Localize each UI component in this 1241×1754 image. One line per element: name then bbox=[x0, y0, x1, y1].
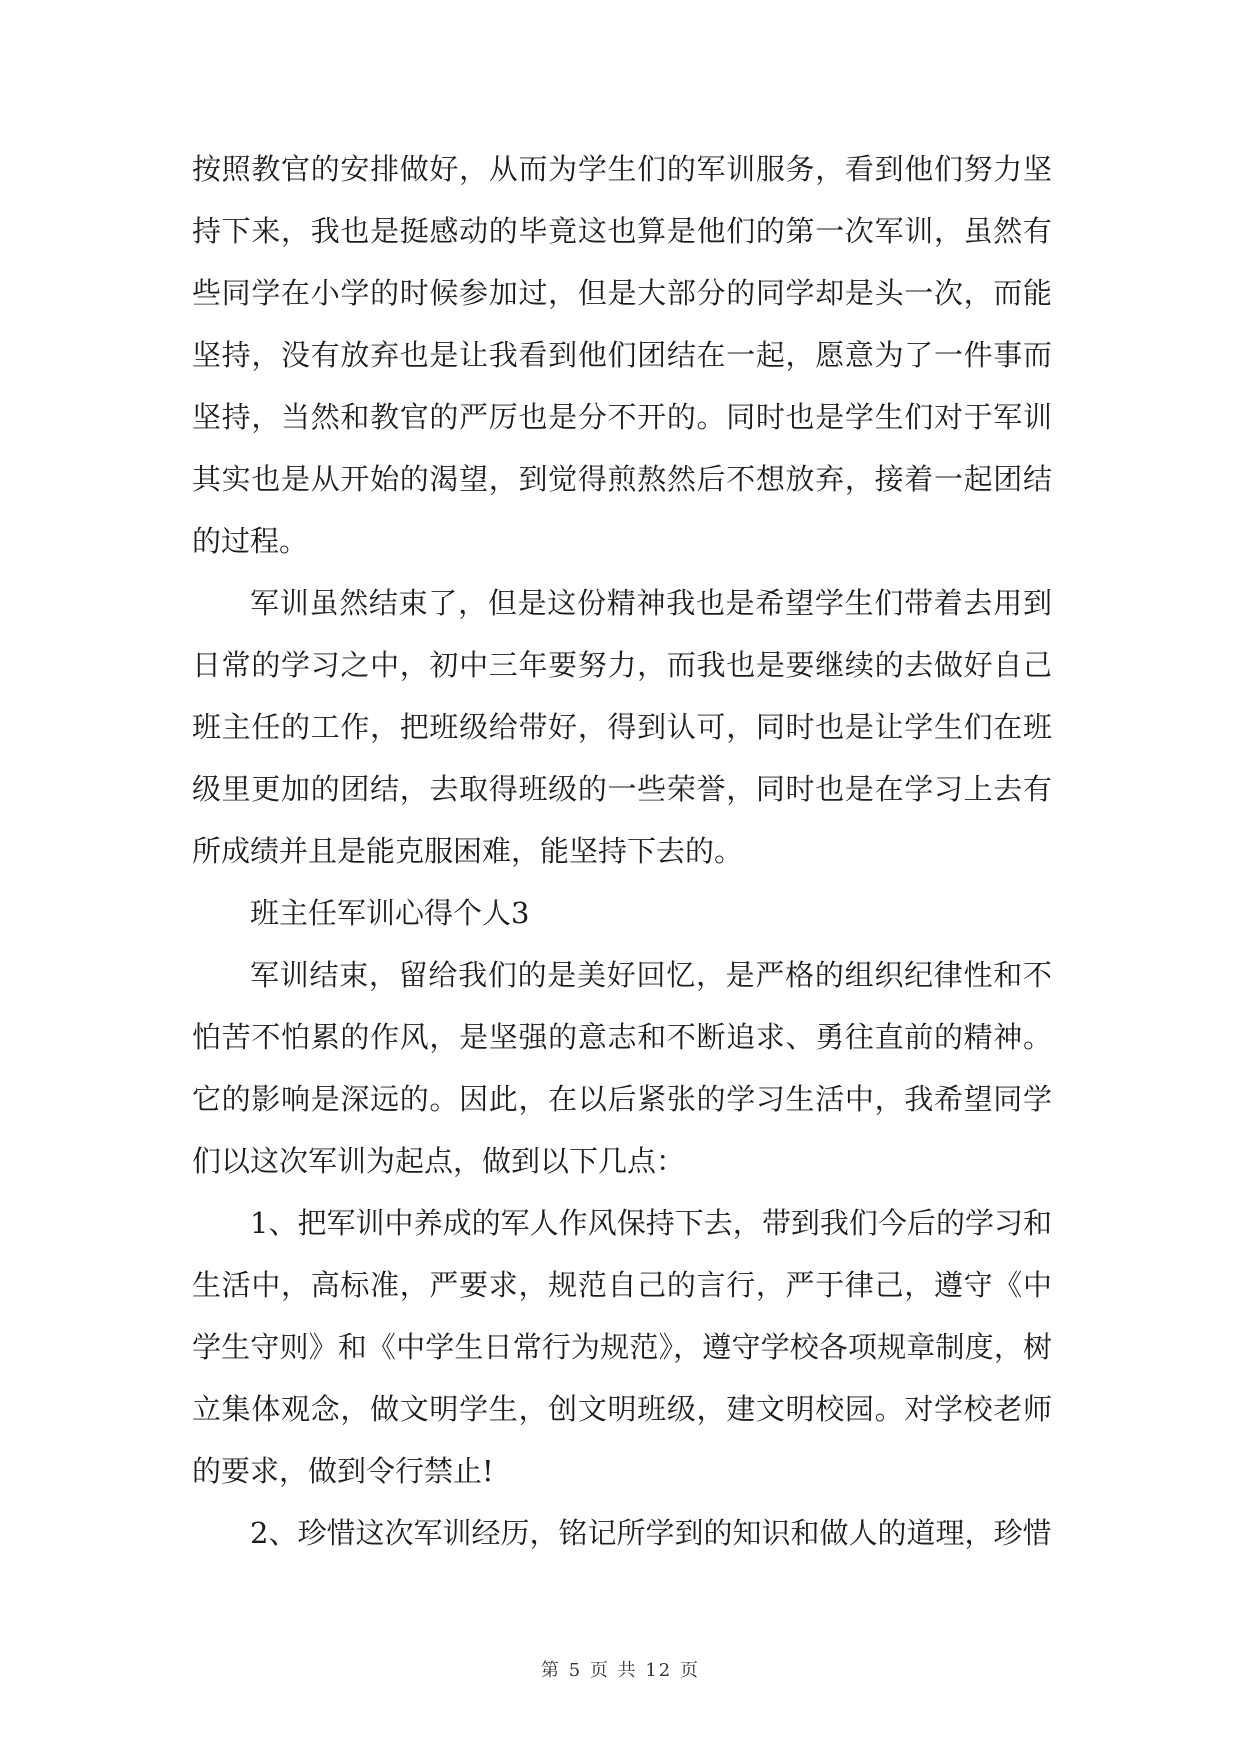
list-item-1: 1、把军训中养成的军人作风保持下去，带到我们今后的学习和生活中，高标准，严要求，规范自己的言行，严于律己，遵守《中学生守则》和《中学生日常行为规范》，遵守学校各项规章制度，树立集体观念，做文明学生，创文明班级，建文明校园。对学校老师的要求，做到令行禁止! bbox=[192, 1206, 1052, 1488]
page-number-footer: 第 5 页 共 12 页 bbox=[541, 1660, 700, 1681]
list-item-2: 2、珍惜这次军训经历，铭记所学到的知识和做人的道理，珍惜 bbox=[250, 1516, 1052, 1550]
paragraph-continuation: 按照教官的安排做好，从而为学生们的军训服务，看到他们努力坚持下来，我也是挺感动的毕竟这也算是他们的第一次军训，虽然有些同学在小学的时候参加过，但是大部分的同学却是头一次，而能坚持，没有放弃也是让我看到他们团结在一起，愿意为了一件事而坚持，当然和教官的严厉也是分不开的。同时也是学生们对于军训其实也是从开始的渴望，到觉得煎熬然后不想放弃，接着一起团结的过程。 bbox=[192, 152, 1052, 558]
section-heading: 班主任军训心得个人3 bbox=[250, 896, 530, 930]
paragraph: 军训结束，留给我们的是美好回忆，是严格的组织纪律性和不怕苦不怕累的作风，是坚强的意志和不断追求、勇往直前的精神。它的影响是深远的。因此，在以后紧张的学习生活中，我希望同学们以这次军训为起点，做到以下几点： bbox=[192, 958, 1052, 1178]
paragraph: 军训虽然结束了，但是这份精神我也是希望学生们带着去用到日常的学习之中，初中三年要努力，而我也是要继续的去做好自己班主任的工作，把班级给带好，得到认可，同时也是让学生们在班级里更加的团结，去取得班级的一些荣誉，同时也是在学习上去有所成绩并且是能克服困难，能坚持下去的。 bbox=[192, 586, 1052, 868]
document-body bbox=[192, 138, 1052, 1564]
